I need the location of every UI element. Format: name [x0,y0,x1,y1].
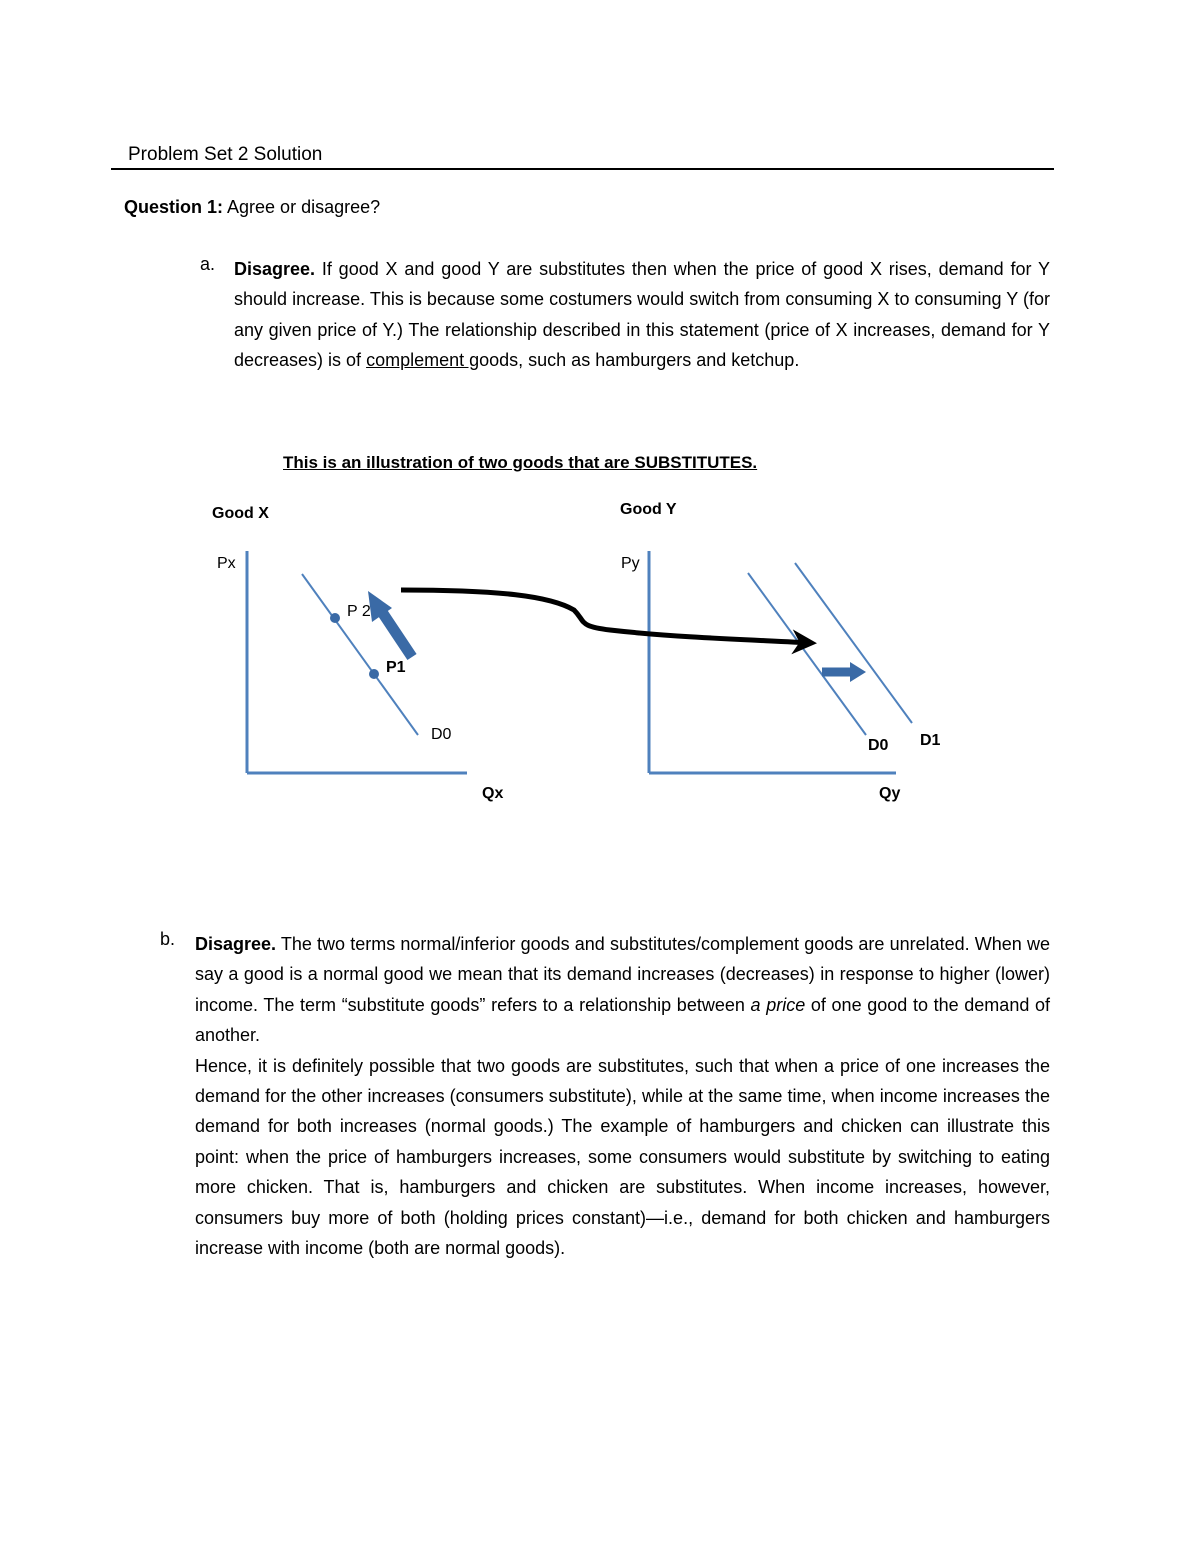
answer-a-underlined: complement g [366,350,480,371]
right-demand-curve-d1 [795,563,912,723]
left-point-p1-label: P1 [386,659,406,676]
answer-b-marker: b. [160,929,176,949]
left-graph-heading: Good X [212,505,269,522]
right-demand-curve-d0 [748,573,866,735]
right-curve-d0-label: D0 [868,737,889,754]
question-1-label: Question 1: [124,197,224,217]
answer-b-paragraph-2: Hence, it is definitely possible that two goods are substitutes, such that when a price of one increases the demand for the other increases (consumers substitute), while at the same time, when income increases the demand for both increases (normal goods.) The example of hamburgers and chicken can illustrate this point: when the price of hamburgers increases, some consumers would substitute by switching to eating more chicken. That is, hamburgers and chicken are substitutes. When income increases, however, consumers buy more of both (holding prices constant)—i.e., demand for both chicken and hamburgers increase with income (both are normal goods). [195,1055,1050,1259]
left-point-p2-label: P 2 [347,603,371,620]
left-x-axis-label: Qx [482,785,504,802]
right-x-axis-label: Qy [879,785,901,802]
left-demand-curve-d0 [302,574,418,735]
answer-a-text-2: oods, such as hamburgers and ketchup. [479,350,800,371]
right-graph-heading: Good Y [620,501,677,518]
demand-shift-arrow [822,662,866,682]
left-curve-label: D0 [431,726,452,743]
right-curve-d1-label: D1 [920,732,941,749]
left-point-p1 [369,669,379,679]
connector-arrow [401,590,812,643]
answer-a-marker: a. [200,254,216,274]
answer-b-paragraph-1 [195,929,1050,1051]
answer-b-italic: a price [750,994,806,1015]
question-1-prompt: Agree or disagree? [223,197,381,217]
answer-a-lead: Disagree. [234,259,316,279]
page-header-title: Problem Set 2 Solution [128,144,323,165]
answer-b-lead: Disagree. [195,934,277,954]
answer-b-text-1: The two terms normal/inferior goods and substitutes/complement goods are unrelated. When we say a good is a normal good we mean that its demand increases (decreases) in response to higher (lower) income. The term “substitute goods” refers to a relationship between [195,934,1050,1015]
left-point-p2 [330,613,340,623]
answer-b-text-2: of one good to the demand of another. [195,994,1051,1046]
illustration-title: This is an illustration of two goods that are SUBSTITUTES. [283,453,758,472]
answer-a-text-1: If good X and good Y are substitutes then when the price of good X rises, demand for Y should increase. This is because some costumers would switch from consuming X to consuming Y (for any given price of Y.) The relationship described in this statement (price of X increases, demand for Y decreases) is of [234,259,1050,371]
answer-b-body [195,929,1050,1263]
right-y-axis-label: Py [621,555,640,572]
left-y-axis-label: Px [217,555,236,572]
price-increase-arrow [368,591,412,657]
